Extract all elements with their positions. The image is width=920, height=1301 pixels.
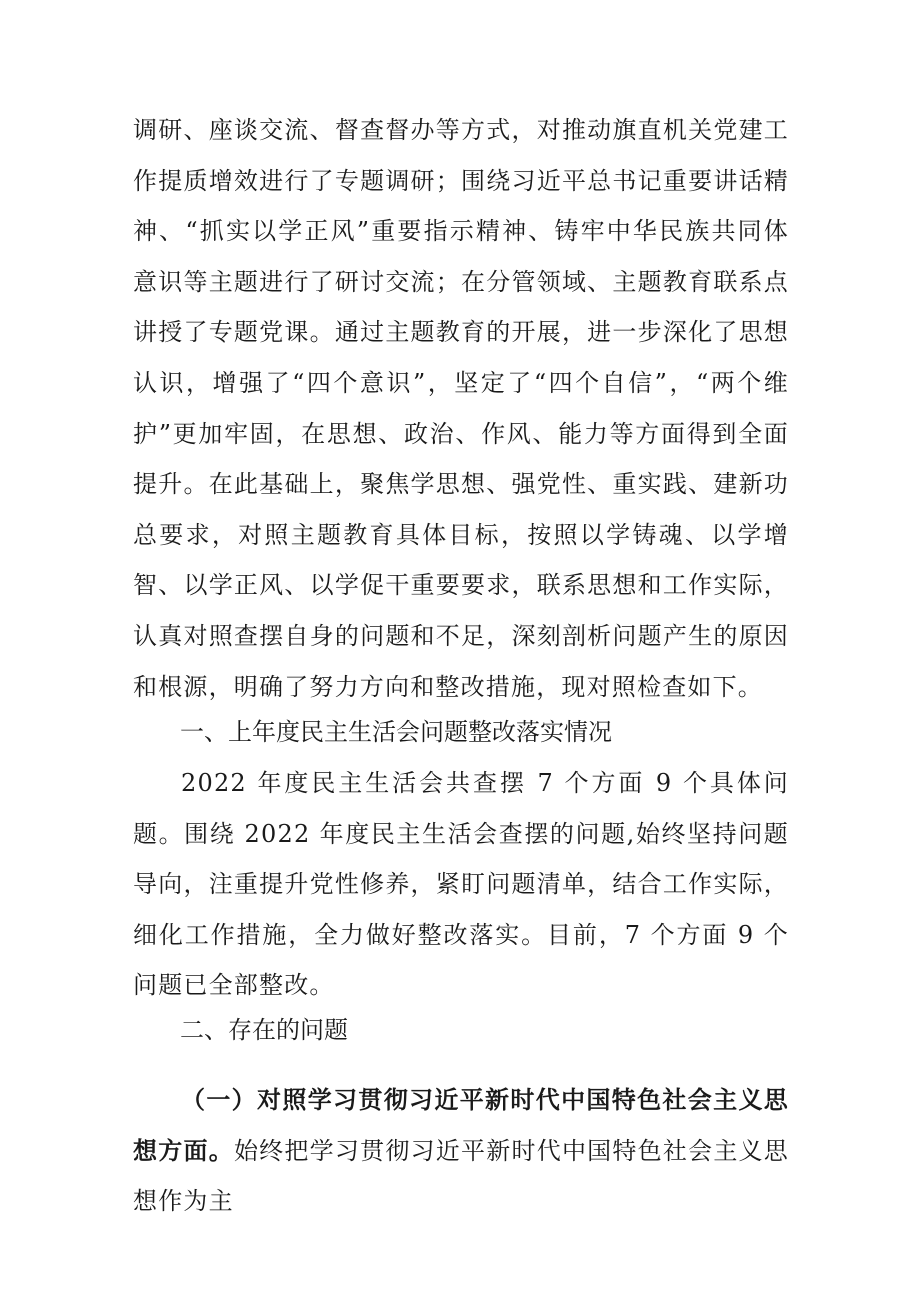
section-1-paragraph: 2022 年度民主生活会共查摆 7 个方面 9 个具体问题。围绕 2022 年度民主生活会查摆的问题,始终坚持问题导向，注重提升党性修养，紧盯问题清单，结合工作实际，细化工作措施，全力做好整改落实。目前，7 个方面 9 个问题已全部整改。 xyxy=(133,769,789,1000)
subsection-1-paragraph xyxy=(133,1075,789,1227)
section-2-heading: 二、存在的问题 xyxy=(180,1016,348,1044)
intro-paragraph: 调研、座谈交流、督查督办等方式，对推动旗直机关党建工作提质增效进行了专题调研；围绕习近平总书记重要讲话精神、“抓实以学正风”重要指示精神、铸牢中华民族共同体意识等主题进行了研讨交流；在分管领域、主题教育联系点讲授了专题党课。通过主题教育的开展，进一步深化了思想认识，增强了“四个意识”，坚定了“四个自信”，“两个维护”更加牢固，在思想、政治、作风、能力等方面得到全面提升。在此基础上，聚焦学思想、强党性、重实践、建新功总要求，对照主题教育具体目标，按照以学铸魂、以学增智、以学正风、以学促干重要要求，联系思想和工作实际，认真对照查摆自身的问题和不足，深刻剖析问题产生的原因和根源，明确了努力方向和整改措施，现对照检查如下。 xyxy=(133,116,789,701)
subsection-1-text: 始终把学习贯彻习近平新时代中国特色社会主义思想作为主 xyxy=(133,1136,789,1216)
subsection-1-title: （一）对照学习贯彻习近平新时代中国特色社会主义思想方面。 xyxy=(133,1085,789,1165)
section-1-heading: 一、上年度民主生活会问题整改落实情况 xyxy=(180,718,612,746)
